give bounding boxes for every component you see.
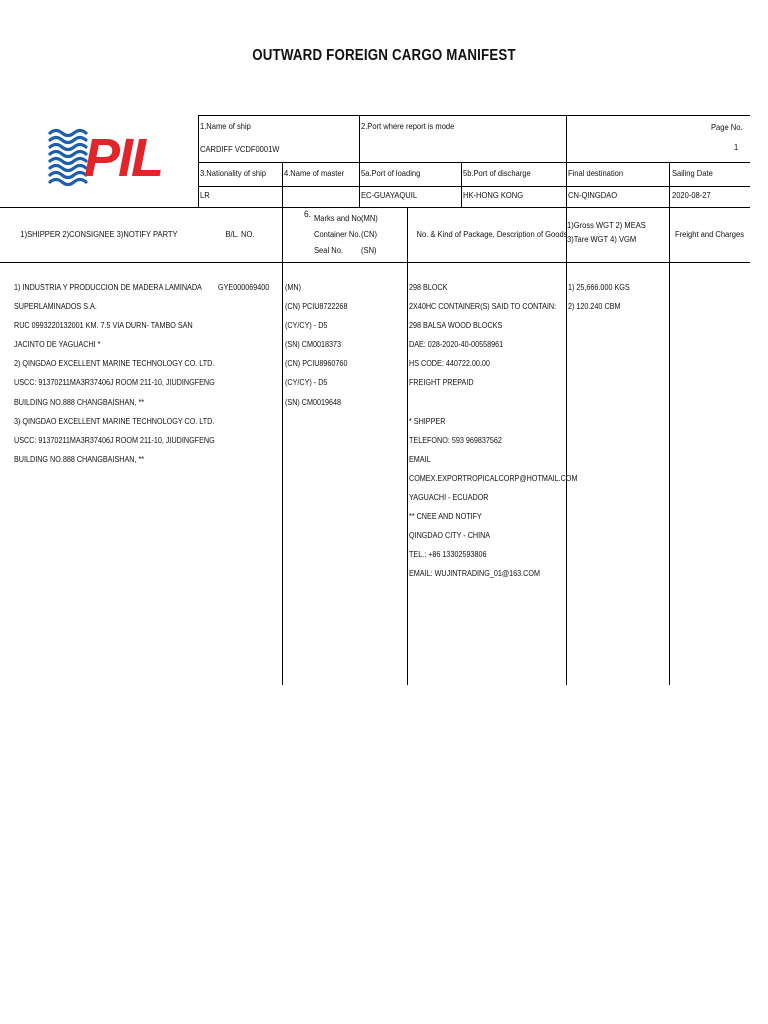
port-loading-label: 5a.Port of loading — [361, 168, 421, 178]
page-no-label: Page No. — [711, 122, 743, 132]
rule — [669, 162, 670, 685]
sailing-date-label: Sailing Date — [672, 168, 713, 178]
col-header-freight: Freight and Charges — [675, 229, 744, 239]
goods-line: TELEFONO: 593 969837562 — [409, 434, 502, 445]
party-line: 3) QINGDAO EXCELLENT MARINE TECHNOLOGY CO. LTD. — [14, 415, 215, 426]
goods-line: * SHIPPER — [409, 415, 446, 426]
goods-line: TEL.: +86 13302593806 — [409, 549, 487, 560]
logo-text: PIL — [84, 128, 163, 188]
weight-column — [568, 278, 630, 316]
bl-column — [218, 278, 269, 297]
marks-column — [285, 278, 347, 412]
party-line: RUC 0993220132001 KM. 7.5 VIA DURN- TAMBO SAN — [14, 320, 193, 331]
port-report-label: 2.Port where report is mode — [361, 121, 455, 131]
party-line: 1) INDUSTRIA Y PRODUCCION DE MADERA LAMINADA — [14, 282, 202, 292]
col-header-bl: B/L. NO. — [225, 229, 255, 239]
party-column — [14, 278, 215, 469]
goods-line: COMEX.EXPORTROPICALCORP@HOTMAIL.COM — [409, 472, 578, 483]
page-no-value: 1 — [734, 142, 739, 152]
name-of-ship-label: 1.Name of ship — [200, 121, 251, 131]
col-header-marks-3: Seal No. — [314, 245, 344, 255]
port-loading-value: EC-GUAYAQUIL — [361, 190, 418, 200]
nationality-value: LR — [200, 190, 210, 200]
party-line: BUILDING NO.888 CHANGBAISHAN, ** — [14, 396, 145, 407]
col-header-marks-1: Marks and No. — [314, 213, 364, 223]
marks-line: (CY/CY) - D5 — [285, 320, 328, 331]
party-line: USCC: 91370211MA3R37406J ROOM 211-10, JIUDINGFENG — [14, 377, 215, 388]
col-header-marks-code-2: (CN) — [361, 229, 377, 239]
col-header-party: 1)SHIPPER 2)CONSIGNEE 3)NOTIFY PARTY — [20, 229, 178, 239]
final-destination-label: Final destination — [568, 168, 624, 178]
goods-line: FREIGHT PREPAID — [409, 377, 474, 388]
master-label: 4.Name of master — [284, 168, 345, 178]
sailing-date-value: 2020-08-27 — [672, 190, 711, 200]
col-header-marks-num: 6. — [304, 209, 311, 220]
weight-line: 1) 25,666.000 KGS — [568, 282, 630, 292]
goods-line: EMAIL: WUJINTRADING_01@163.COM — [409, 568, 540, 579]
rule — [198, 162, 750, 163]
party-line: USCC: 91370211MA3R37406J ROOM 211-10, JIUDINGFENG — [14, 434, 215, 445]
col-header-weight-1: 1)Gross WGT 2) MEAS — [567, 220, 646, 230]
goods-line: YAGUACHI - ECUADOR — [409, 492, 489, 503]
rule — [359, 115, 360, 207]
goods-line: ** CNEE AND NOTIFY — [409, 511, 482, 522]
rule — [198, 115, 199, 207]
goods-line: QINGDAO CITY - CHINA — [409, 530, 491, 541]
marks-line: (CN) PCIU8960760 — [285, 358, 348, 369]
col-header-weight-2: 3)Tare WGT 4) VGM — [567, 234, 637, 244]
party-line: JACINTO DE YAGUACHI * — [14, 339, 101, 350]
goods-column — [409, 278, 577, 584]
pil-logo — [46, 127, 163, 189]
port-discharge-value: HK-HONG KONG — [463, 190, 524, 200]
final-destination-value: CN-QINGDAO — [568, 190, 618, 200]
document-title: OUTWARD FOREIGN CARGO MANIFEST — [252, 47, 516, 64]
weight-line: 2) 120.240 CBM — [568, 301, 621, 312]
goods-line: 298 BALSA WOOD BLOCKS — [409, 320, 503, 331]
rule — [198, 186, 750, 187]
party-line: 2) QINGDAO EXCELLENT MARINE TECHNOLOGY CO. LTD. — [14, 358, 215, 369]
name-of-ship-value: CARDIFF VCDF0001W — [200, 144, 280, 154]
rule — [461, 162, 462, 207]
marks-line: (SN) CM0018373 — [285, 339, 342, 350]
marks-line: (CY/CY) - D5 — [285, 377, 328, 388]
goods-line — [409, 393, 577, 412]
goods-line: DAE: 028-2020-40-00558961 — [409, 339, 504, 350]
goods-line: 2X40HC CONTAINER(S) SAID TO CONTAIN: — [409, 301, 557, 312]
marks-line: (MN) — [285, 282, 302, 292]
party-line: SUPERLAMINADOS S.A. — [14, 301, 97, 312]
rule — [198, 115, 750, 116]
col-header-marks-code-1: (MN) — [361, 213, 378, 223]
party-line: BUILDING NO.888 CHANGBAISHAN, ** — [14, 453, 145, 464]
rule — [282, 162, 283, 685]
marks-line: (CN) PCIU8722268 — [285, 301, 348, 312]
port-discharge-label: 5b.Port of discharge — [463, 168, 531, 178]
goods-line: EMAIL — [409, 453, 431, 464]
col-header-marks-2: Container No. — [314, 229, 361, 239]
goods-line: 298 BLOCK — [409, 282, 448, 292]
col-header-marks-code-3: (SN) — [361, 245, 377, 255]
nationality-label: 3.Nationality of ship — [200, 168, 266, 178]
rule — [0, 207, 750, 208]
rule — [0, 262, 750, 263]
marks-line: (SN) CM0019648 — [285, 396, 342, 407]
bl-number: GYE000069400 — [218, 282, 270, 292]
col-header-goods: No. & Kind of Package, Description of Goods — [416, 229, 568, 239]
goods-line: HS CODE: 440722.00.00 — [409, 358, 490, 369]
rule — [407, 207, 408, 685]
